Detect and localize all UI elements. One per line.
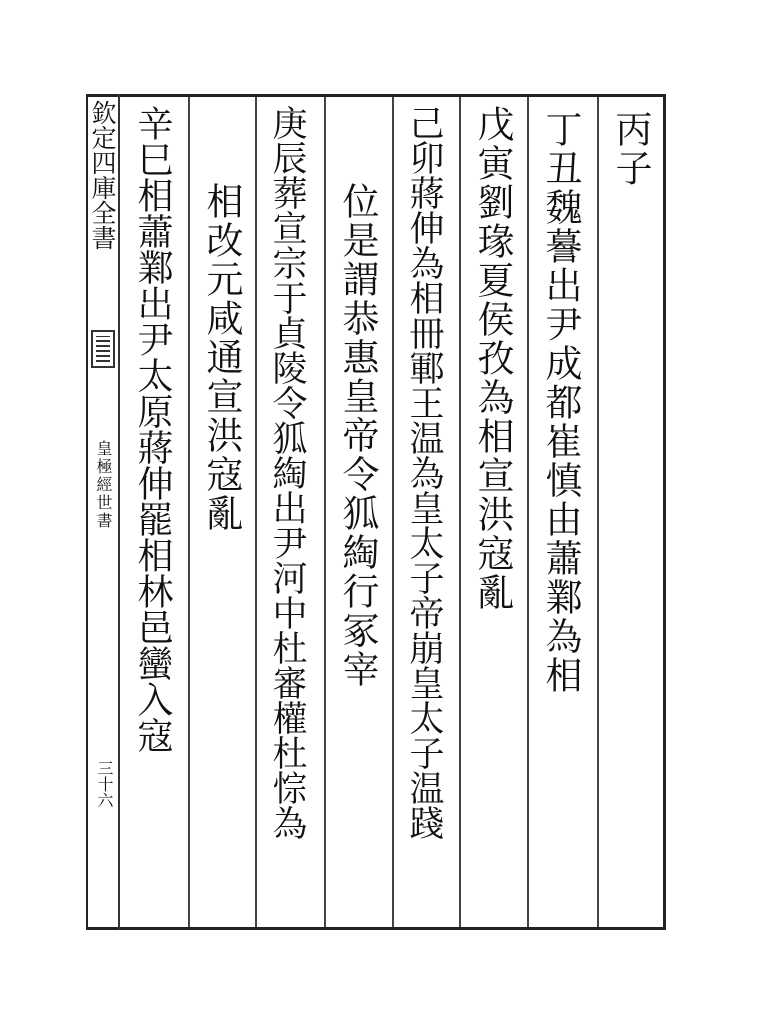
column-rule: [597, 97, 599, 927]
margin-page-number: 三十六: [95, 760, 114, 808]
column-rule: [324, 97, 326, 927]
text-column-4: 己卯蔣伸為相冊鄆王温為皇太子帝崩皇太子温踐: [404, 105, 444, 840]
column-rule: [255, 97, 257, 927]
column-rule: [392, 97, 394, 927]
margin-chapter-title: 皇極經世書: [94, 440, 113, 530]
text-column-6: 庚辰葬宣宗于貞陵令狐綯出尹河中杜審權杜悰為: [267, 105, 307, 840]
text-column-2: 丁丑魏謩出尹成都崔慎由蕭鄴為相: [539, 110, 582, 695]
text-column-7: 相改元咸通宣洪寇亂: [200, 182, 243, 533]
text-column-1: 丙子: [609, 110, 652, 188]
text-column-5: 位是謂恭惠皇帝令狐綯行冢宰: [336, 182, 379, 689]
text-column-3: 戊寅劉瑑夏侯孜為相宣洪寇亂: [471, 105, 514, 612]
fishtail-marker-icon: [91, 330, 115, 368]
column-rule: [527, 97, 529, 927]
margin-book-title: 欽定四庫全書: [88, 100, 117, 250]
column-rule: [188, 97, 190, 927]
column-rule: [459, 97, 461, 927]
text-column-8: 辛巳相蕭鄴出尹太原蔣伸罷相林邑蠻入寇: [132, 105, 173, 753]
